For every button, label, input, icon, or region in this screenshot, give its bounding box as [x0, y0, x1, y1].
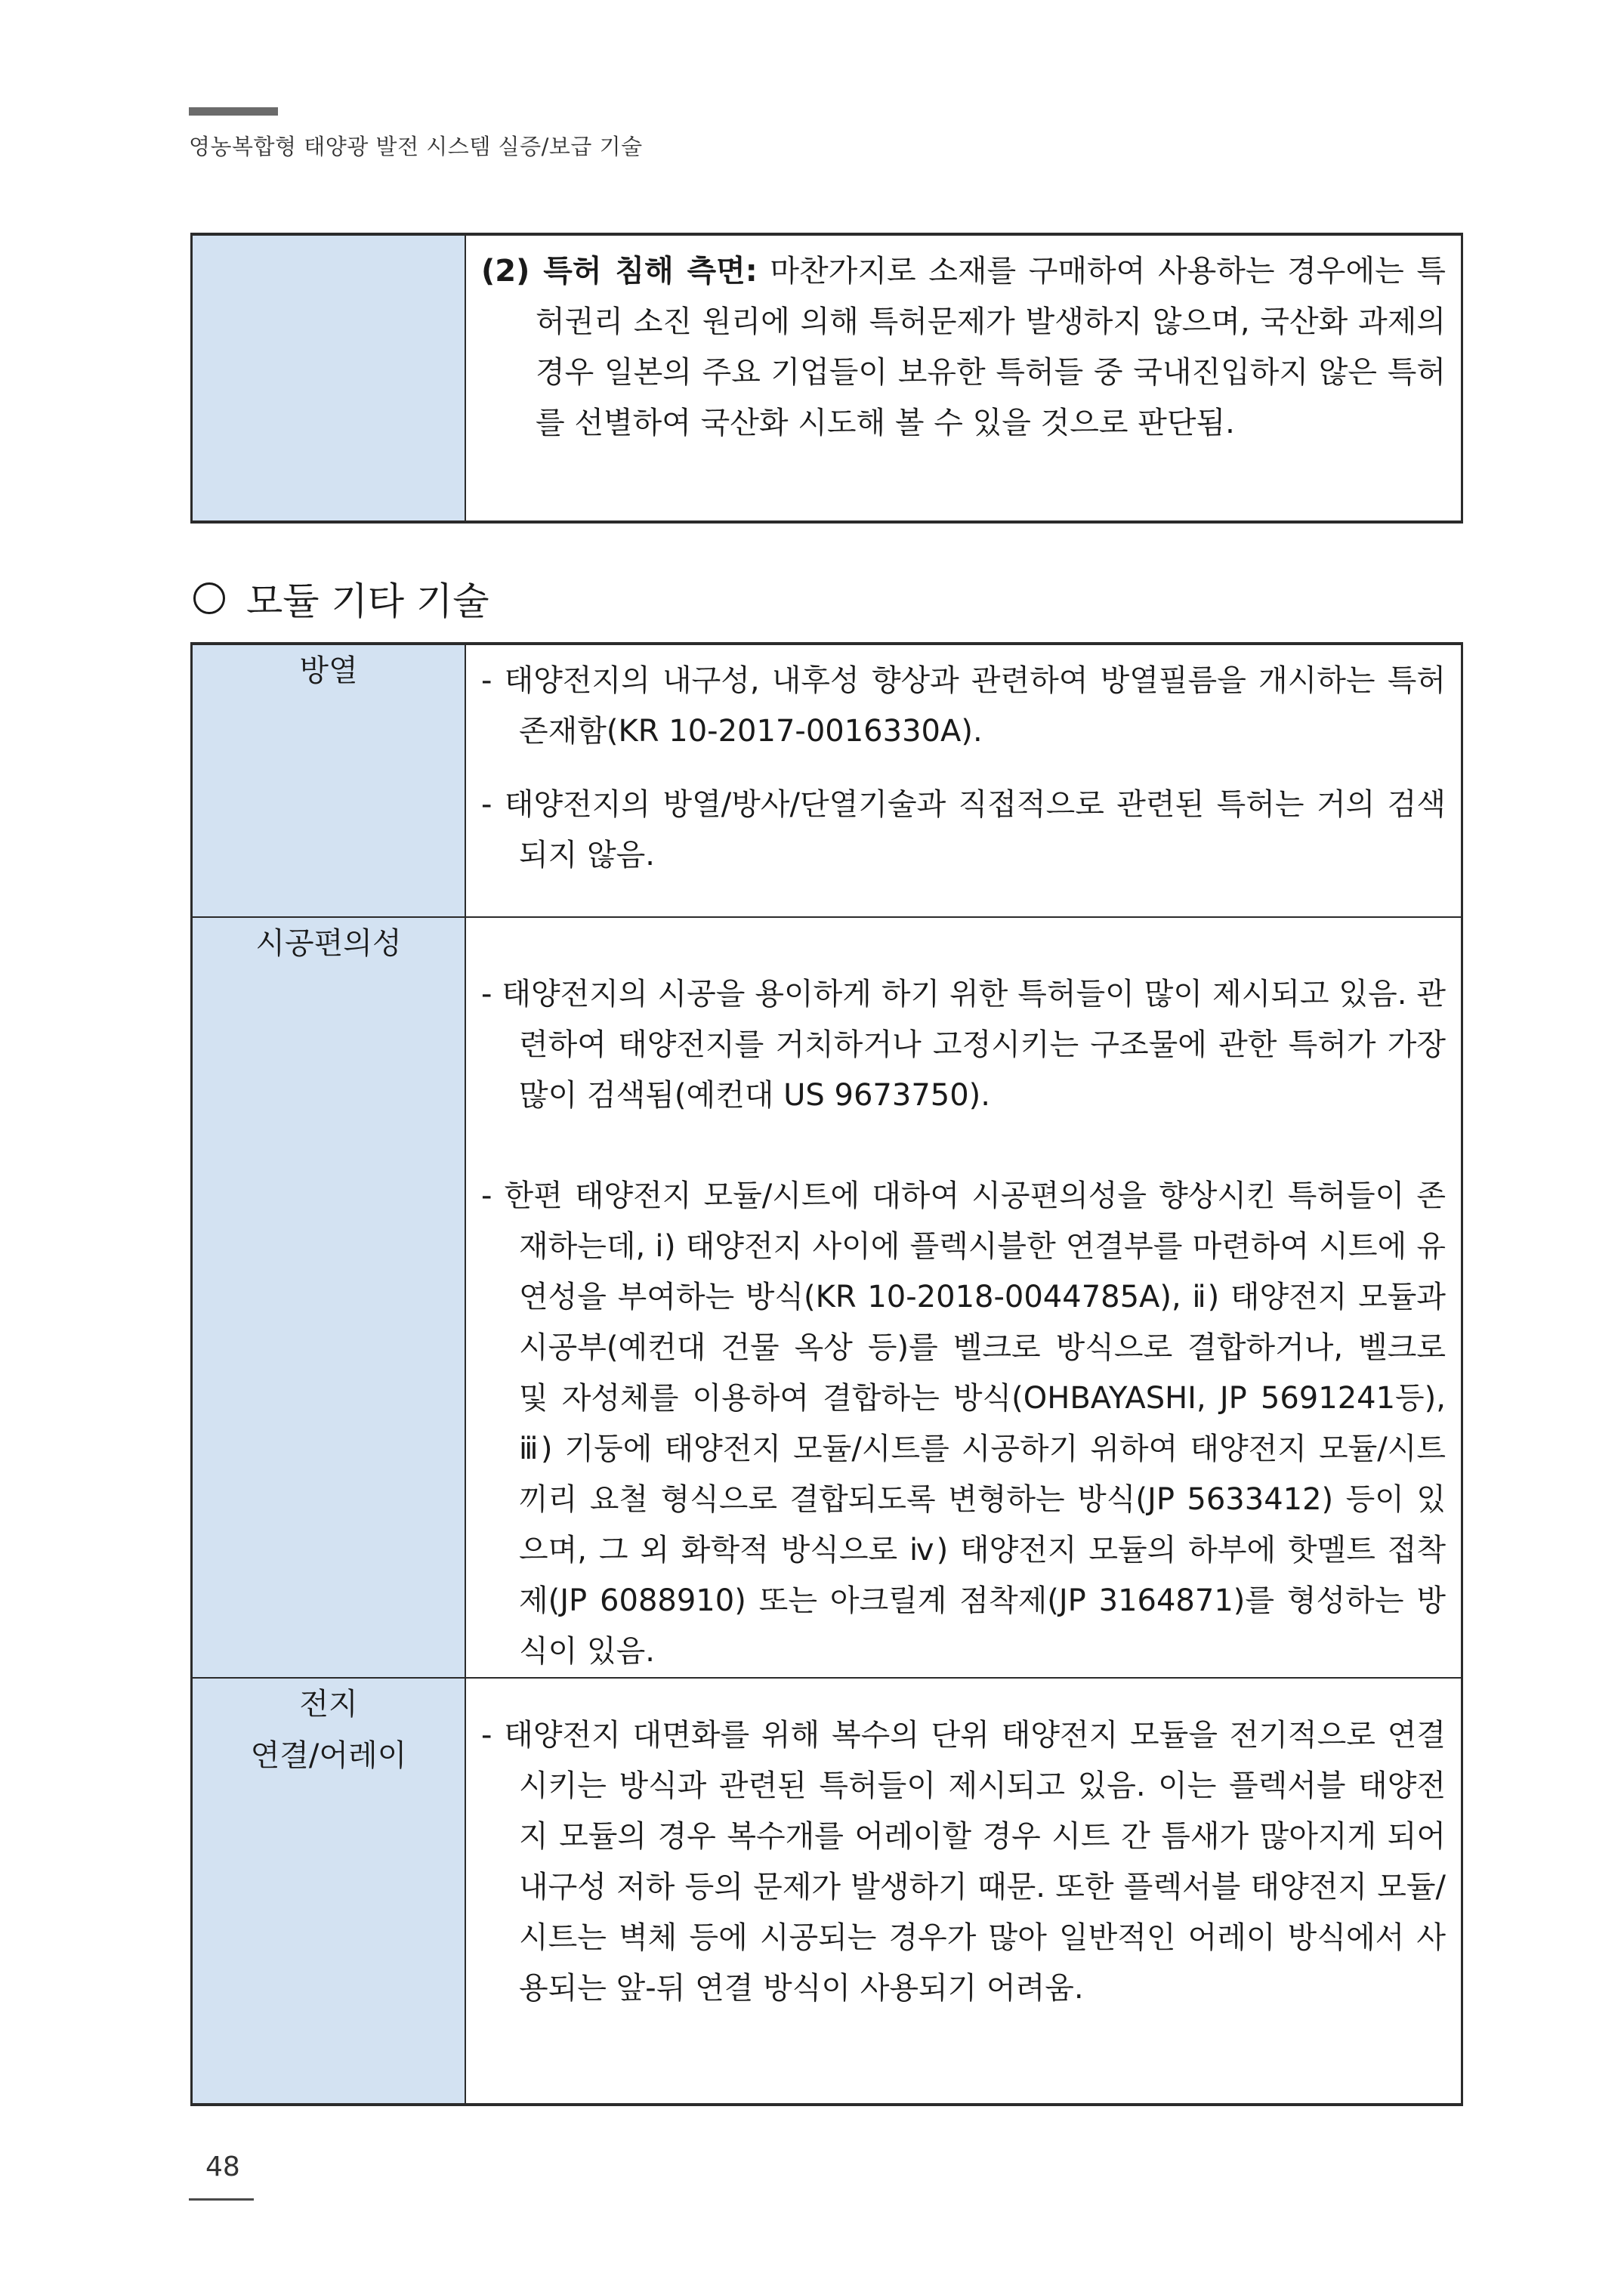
section-heading	[193, 571, 489, 625]
table-row-construction-convenience	[192, 917, 1462, 1678]
patent-infringement-heading: (2) 특허 침해 측면:	[481, 254, 758, 289]
table-row-cell-connection-array	[192, 1678, 1462, 2105]
circle-bullet-icon	[193, 582, 225, 614]
patent-box-content-cell	[465, 234, 1462, 522]
row-label-line-1: 전지	[299, 1687, 358, 1722]
patent-box-label-cell	[192, 234, 466, 522]
page-number: 48	[205, 2151, 240, 2182]
row-label-construction-convenience: 시공편의성	[192, 917, 466, 1678]
row-label-line-2: 연결/어레이	[250, 1738, 407, 1773]
list-item: - 태양전지의 시공을 용이하게 하기 위한 특허들이 많이 제시되고 있음. 관련하여 태양전지를 거치하거나 고정시키는 구조물에 관한 특허가 가장 많이 검색됨(예컨대 US 9673750).	[481, 977, 1446, 1113]
list-item: - 태양전지의 내구성, 내후성 향상과 관련하여 방열필름을 개시하는 특허 존재함(KR 10-2017-0016330A).	[481, 663, 1446, 749]
row-label-cell-connection-array	[192, 1678, 466, 2105]
module-other-tech-table	[190, 642, 1463, 2106]
list-item: - 태양전지 대면화를 위해 복수의 단위 태양전지 모듈을 전기적으로 연결시키는 방식과 관련된 특허들이 제시되고 있음. 이는 플렉서블 태양전지 모듈의 경우 복수개를 어레이할 경우 시트 간 틈새가 많아지게 되어 내구성 저하 등의 문제가 발생하기 때문. 또한 플렉서블 태양전지 모듈/시트는 벽체 등에 시공되는 경우가 많아 일반적인 어레이 방식에서 사용되는 앞-뒤 연결 방식이 사용되기 어려움.	[481, 1718, 1446, 2006]
section-heading-text: 모듈 기타 기술	[246, 579, 489, 623]
patent-infringement-text: 마찬가지로 소재를 구매하여 사용하는 경우에는 특허권리 소진 원리에 의해 특허문제가 발생하지 않으며, 국산화 과제의 경우 일본의 주요 기업들이 보유한 특허들 중 국내진입하지 않은 특허를 선별하여 국산화 시도해 볼 수 있을 것으로 판단됨.	[536, 254, 1446, 440]
patent-infringement-box	[190, 233, 1463, 524]
row-content-construction-convenience	[465, 917, 1462, 1678]
list-item: - 태양전지의 방열/방사/단열기술과 직접적으로 관련된 특허는 거의 검색되지 않음.	[481, 787, 1446, 873]
row-content-cell-connection-array	[465, 1678, 1462, 2105]
row-label-heat-dissipation: 방열	[192, 644, 466, 917]
row-content-heat-dissipation	[465, 644, 1462, 917]
footer-decoration-bar	[189, 2198, 254, 2201]
table-row-heat-dissipation	[192, 644, 1462, 917]
list-item: - 한편 태양전지 모듈/시트에 대하여 시공편의성을 향상시킨 특허들이 존재하는데, ⅰ) 태양전지 사이에 플렉시블한 연결부를 마련하여 시트에 유연성을 부여하는 방식(KR 10-2018-0044785A), ⅱ) 태양전지 모듈과 시공부(예컨대 건물 옥상 등)를 벨크로 방식으로 결합하거나, 벨크로 및 자성체를 이용하여 결합하는 방식(OHBAYASHI, JP 5691241등), ⅲ) 기둥에 태양전지 모듈/시트를 시공하기 위하여 태양전지 모듈/시트끼리 요철 형식으로 결합되도록 변형하는 방식(JP 5633412) 등이 있으며, 그 외 화학적 방식으로 ⅳ) 태양전지 모듈의 하부에 핫멜트 접착제(JP 6088910) 또는 아크릴계 점착제(JP 3164871)를 형성하는 방식이 있음.	[481, 1178, 1446, 1669]
running-header-title: 영농복합형 태양광 발전 시스템 실증/보급 기술	[189, 134, 643, 159]
header-decoration-bar	[189, 107, 278, 116]
patent-infringement-paragraph	[481, 246, 1446, 449]
